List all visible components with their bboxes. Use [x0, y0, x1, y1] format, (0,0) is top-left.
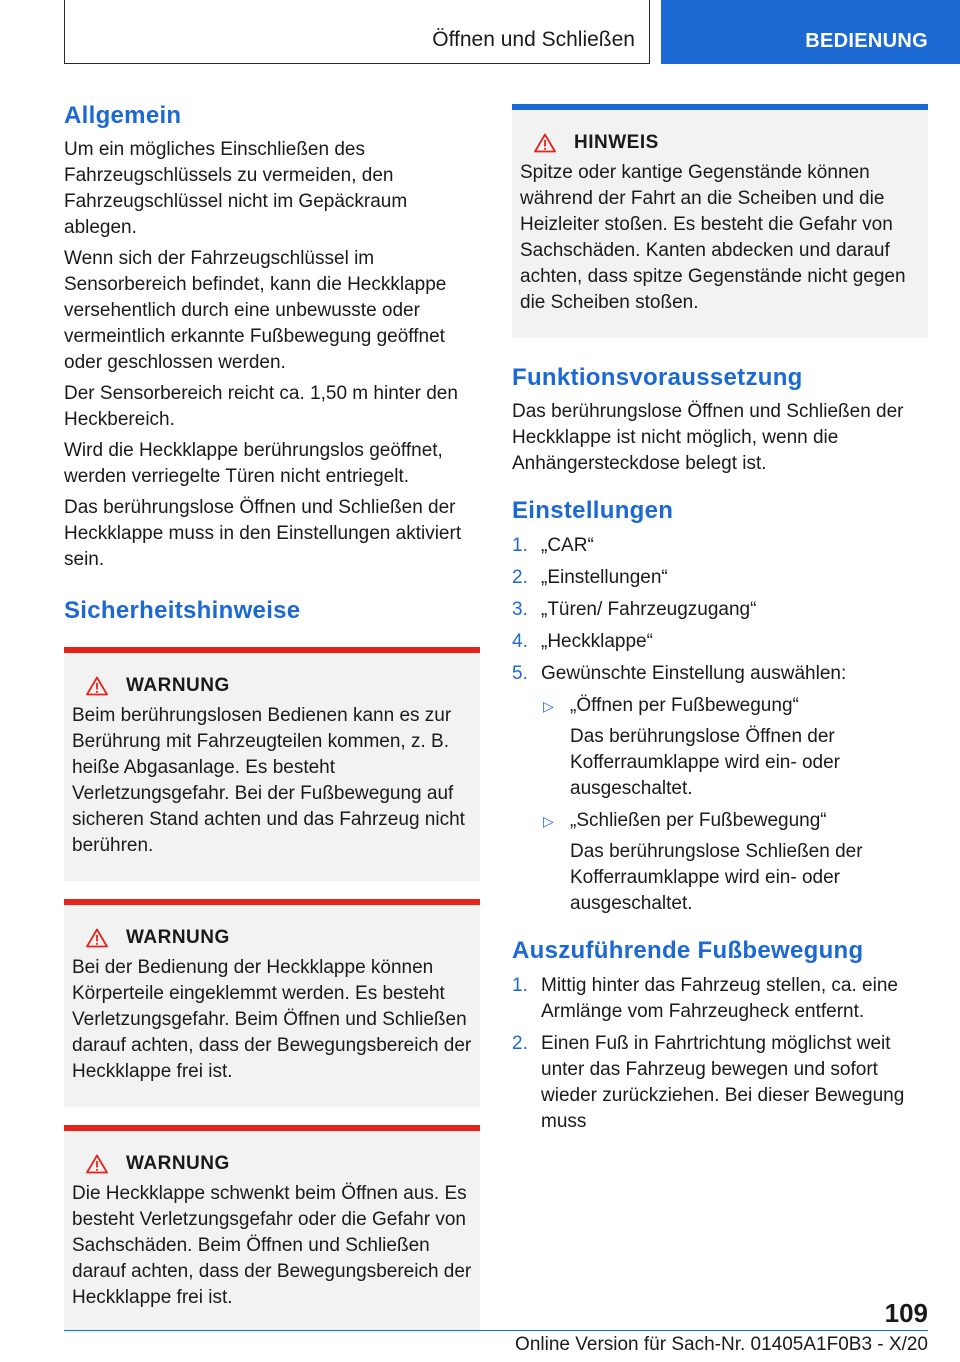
warning-text: Beim berührungslosen Bedienen kann es zur Berührung mit Fahrzeugteilen kommen, z. B. heiße Abgasanlage. Es besteht Verletzungsgefahr. Bei der Fußbewegung auf sicheren Stand achten und das Fahrzeug nicht berühren.	[72, 705, 465, 856]
warning-triangle-icon	[86, 676, 108, 696]
heading-funktionsvoraussetzung: Funktionsvoraussetzung	[512, 364, 803, 391]
warning-triangle-icon	[86, 928, 108, 948]
foot-movement-steps	[512, 973, 928, 1135]
paragraph: Wird die Heckklappe berührungslos geöffnet, werden verriegelte Türen nicht entriegelt.	[64, 440, 443, 487]
page-header	[0, 0, 960, 66]
paragraph: Das berührungslose Öffnen und Schließen der Heckklappe ist nicht möglich, wenn die Anhängersteckdose belegt ist.	[512, 401, 904, 474]
step-number: 1.	[512, 535, 528, 556]
footer-divider	[864, 1330, 928, 1331]
paragraph: Das berührungslose Öffnen und Schließen der Heckklappe muss in den Einstellungen aktiviert sein.	[64, 497, 462, 570]
section-tab	[64, 0, 650, 64]
paragraph: Der Sensorbereich reicht ca. 1,50 m hinter den Heckbereich.	[64, 383, 458, 430]
warning-header	[72, 1151, 472, 1177]
footer-divider	[64, 1330, 864, 1331]
notice-box	[512, 104, 928, 338]
warning-box	[64, 647, 480, 881]
list-item	[512, 533, 928, 559]
step-text: „Türen/ Fahrzeugzugang“	[541, 599, 757, 620]
right-column	[512, 104, 928, 1135]
warning-label: WARNUNG	[126, 675, 230, 696]
option-title: „Schließen per Fußbewegung“	[570, 810, 827, 831]
step-number: 2.	[512, 567, 528, 588]
settings-options	[541, 693, 928, 917]
warning-triangle-icon	[534, 133, 556, 153]
warning-triangle-icon	[86, 1154, 108, 1174]
warning-header	[72, 925, 472, 951]
list-item	[512, 661, 928, 687]
warning-box	[64, 1125, 480, 1333]
chapter-tab	[661, 0, 960, 64]
option-description: Das berührungslose Schließen der Kofferraumklappe wird ein- oder ausgeschaltet.	[570, 841, 863, 914]
warning-label: WARNUNG	[126, 1153, 230, 1174]
notice-text: Spitze oder kantige Gegenstände können während der Fahrt an die Scheiben und die Heizleiter stoßen. Es besteht die Gefahr von Sachschäden. Kanten abdecken und darauf achten, dass spitze Gegenstände nicht gegen die Scheiben stoßen.	[520, 162, 906, 313]
notice-header	[520, 130, 920, 156]
warning-header	[72, 673, 472, 699]
paragraph: Wenn sich der Fahrzeugschlüssel im Sensorbereich befindet, kann die Heckklappe versehentlich durch eine unbewusste oder vermeintlich erkannte Fußbewegung geöffnet oder geschlossen werden.	[64, 248, 447, 373]
step-number: 4.	[512, 631, 528, 652]
triangle-bullet-icon: ▷	[543, 813, 554, 829]
step-number: 1.	[512, 975, 528, 996]
heading-sicherheitshinweise: Sicherheitshinweise	[64, 597, 301, 624]
step-text: „Heckklappe“	[541, 631, 653, 652]
paragraph: Um ein mögliches Einschließen des Fahrzeugschlüssels zu vermeiden, den Fahrzeugschlüssel nicht im Gepäckraum ablegen.	[64, 139, 408, 238]
step-text: Gewünschte Einstellung auswählen:	[541, 663, 847, 684]
step-number: 3.	[512, 599, 528, 620]
warning-text: Die Heckklappe schwenkt beim Öffnen aus. Es besteht Verletzungsgefahr oder die Gefahr von Sachschäden. Beim Öffnen und Schließen darauf achten, dass der Bewegungsbereich der Heckklappe frei ist.	[72, 1183, 472, 1308]
step-text: „Einstellungen“	[541, 567, 668, 588]
page-number: 109	[884, 1298, 928, 1328]
list-item	[541, 693, 928, 802]
list-item	[512, 1031, 928, 1135]
list-item	[541, 808, 928, 917]
option-title: „Öffnen per Fußbewegung“	[570, 695, 799, 716]
option-description: Das berührungslose Öffnen der Kofferraumklappe wird ein- oder ausgeschaltet.	[570, 726, 841, 799]
heading-einstellungen: Einstellungen	[512, 497, 674, 524]
chapter-title: BEDIENUNG	[805, 30, 928, 52]
step-number: 5.	[512, 663, 528, 684]
notice-label: HINWEIS	[574, 132, 659, 153]
list-item	[512, 565, 928, 591]
step-text: „CAR“	[541, 535, 594, 556]
warning-box	[64, 899, 480, 1107]
step-text: Einen Fuß in Fahrtrichtung möglichst weit unter das Fahrzeug bewegen und sofort wieder zurückziehen. Bei dieser Bewegung muss	[541, 1033, 905, 1132]
section-title: Öffnen und Schließen	[432, 28, 635, 51]
heading-allgemein: Allgemein	[64, 102, 182, 129]
step-text: Mittig hinter das Fahrzeug stellen, ca. eine Armlänge vom Fahrzeugheck entfernt.	[541, 975, 898, 1022]
step-number: 2.	[512, 1033, 528, 1054]
triangle-bullet-icon: ▷	[543, 698, 554, 714]
left-column	[64, 100, 480, 1333]
footer-online-version: Online Version für Sach-Nr. 01405A1F0B3 - X/20	[515, 1334, 928, 1355]
heading-fussbewegung: Auszuführende Fußbewegung	[512, 937, 864, 964]
settings-steps	[512, 533, 928, 687]
list-item	[512, 629, 928, 655]
list-item	[512, 597, 928, 623]
list-item	[512, 973, 928, 1025]
warning-text: Bei der Bedienung der Heckklappe können Körperteile eingeklemmt werden. Es besteht Verletzungsgefahr. Beim Öffnen und Schließen darauf achten, dass der Bewegungsbereich der Heckklappe frei ist.	[72, 957, 472, 1082]
warning-label: WARNUNG	[126, 927, 230, 948]
